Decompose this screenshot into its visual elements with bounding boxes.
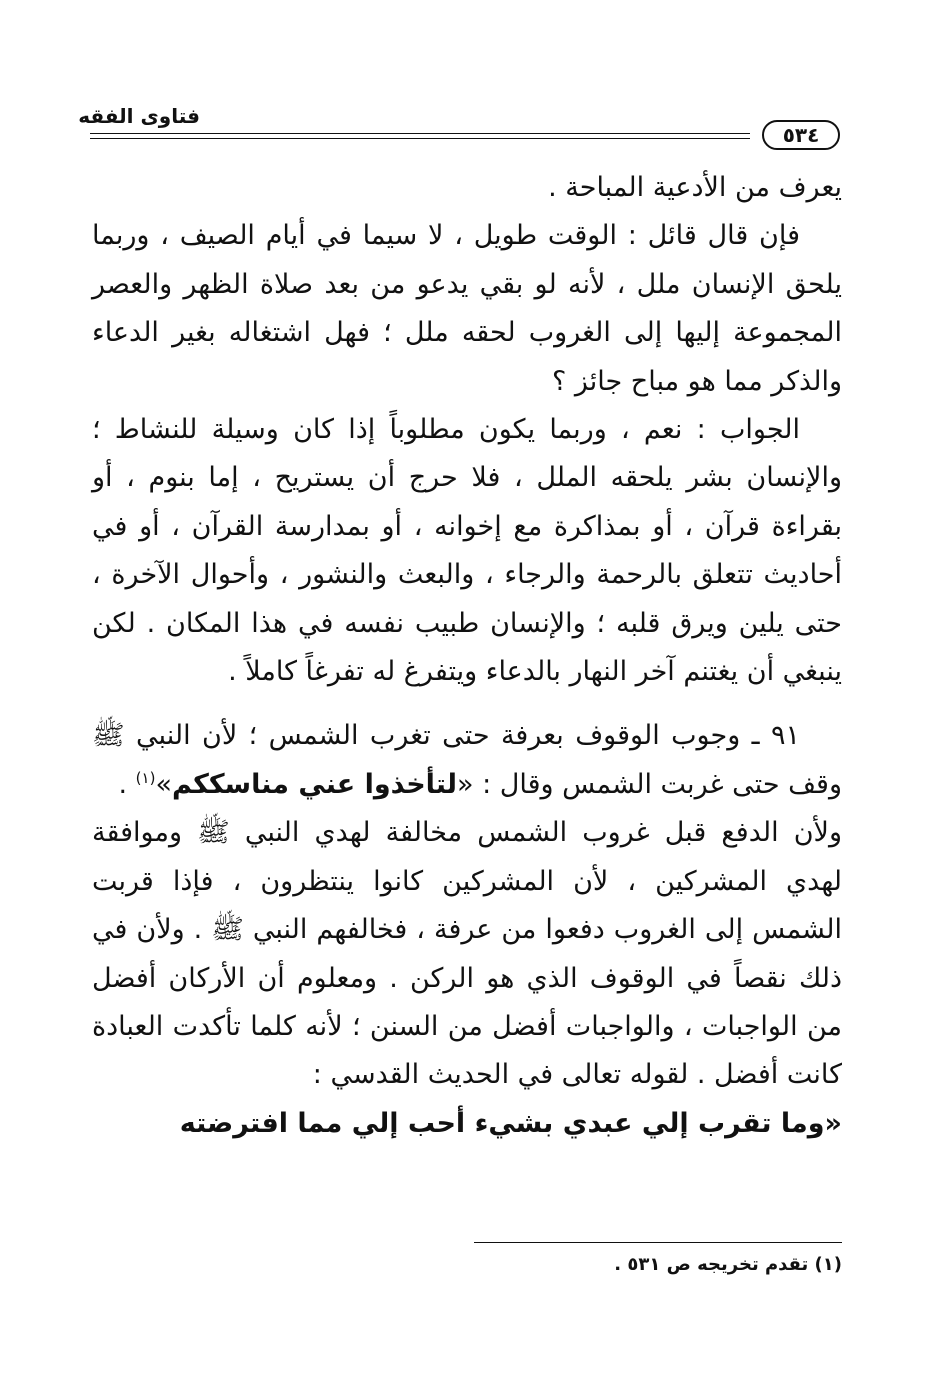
- paragraph-1: يعرف من الأدعية المباحة .: [548, 172, 842, 203]
- footnote: (١) تقدم تخريجه ص ٥٣١ .: [614, 1254, 842, 1275]
- paragraph-answer: الجواب : نعم ، وربما يكون مطلوباً إذا كان وسيلة للنشاط ؛ والإنسان بشر يلحقه الملل ، فلا حرج أن يستريح ، إما بنوم ، أو بقراءة قرآن ، أو بمذاكرة مع إخوانه ، أو بمدارسة القرآن ، أو في أحاديث تتعلق بالرحمة والرجاء ، والبعث والنشور ، وأحوال الآخرة ، حتى يلين ويرق قلبه ؛ والإنسان طبيب نفسه في هذا المكان . لكن ينبغي أن يغتنم آخر النهار بالدعاء ويتفرغ له تفرغاً كاملاً .: [92, 414, 842, 688]
- section-91-end: .: [118, 768, 136, 800]
- paragraph-section-91: [92, 712, 842, 809]
- header-rule: [90, 133, 750, 134]
- hadith-qudsi-quote: «وما تقرب إلي عبدي بشيء أحب إلي مما افترضته: [179, 1107, 842, 1139]
- page-header: [78, 100, 840, 150]
- hadith-quote: لتأخذوا عني مناسككم: [171, 768, 457, 800]
- paragraph-question: فإن قال قائل : الوقت طويل ، لا سيما في أيام الصيف ، وربما يلحق الإنسان ملل ، لأنه لو بقي يدعو من بعد صلاة الظهر والعصر المجموعة إليها إلى الغروب لحقه ملل ؛ فهل اشتغاله بغير الدعاء والذكر مما هو مباح جائز ؟: [92, 220, 842, 397]
- section-91-text: ٩١ ـ وجوب الوقوف بعرفة حتى تغرب الشمس ؛ لأن النبي ﷺ وقف حتى غربت الشمس وقال : «: [92, 720, 842, 800]
- quote-close: »: [155, 768, 172, 800]
- page-number: ٥٣٤: [762, 120, 840, 150]
- main-text: [92, 164, 842, 1148]
- book-title: فتاوى الفقه: [78, 104, 200, 128]
- footnote-divider: [474, 1242, 842, 1243]
- paragraph-reasoning: ولأن الدفع قبل غروب الشمس مخالفة لهدي النبي ﷺ وموافقة لهدي المشركين ، لأن المشركين كانوا ينتظرون ، فإذا قربت الشمس إلى الغروب دفعوا من عرفة ، فخالفهم النبي ﷺ . ولأن في ذلك نقصاً في الوقوف الذي هو الركن . ومعلوم أن الأركان أفضل من الواجبات ، والواجبات أفضل من السنن ؛ لأنه كلما تأكدت العبادة كانت أفضل . لقوله تعالى في الحديث القدسي :: [92, 817, 842, 1091]
- header-rule-double: [90, 138, 750, 139]
- footnote-marker: (١): [135, 768, 156, 787]
